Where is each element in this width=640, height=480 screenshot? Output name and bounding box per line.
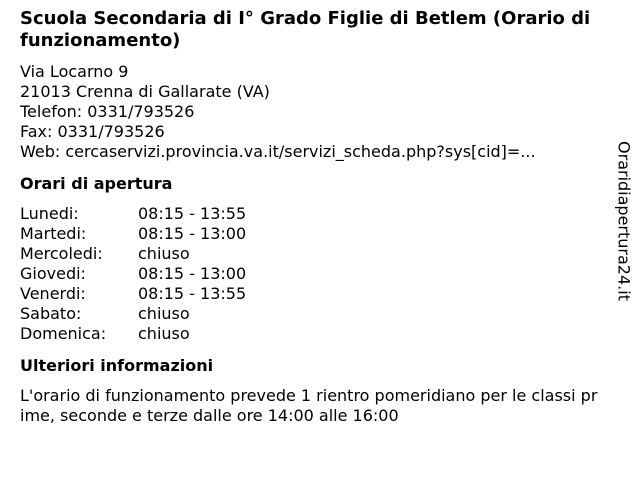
page-content: [20, 8, 610, 426]
hours-row-saturday: [20, 304, 246, 324]
day-label: Giovedi:: [20, 264, 86, 283]
page-title: Scuola Secondaria di I° Grado Figlie di Betlem (Orario di funzionamento): [20, 8, 591, 51]
fax-number: Fax: 0331/793526: [20, 122, 165, 141]
street-address: Via Locarno 9: [20, 62, 129, 81]
web-address: Web: cercaservizi.provincia.va.it/servizi_scheda.php?sys[cid]=...: [20, 142, 536, 161]
city-address: 21013 Crenna di Gallarate (VA): [20, 82, 270, 101]
day-label: Mercoledi:: [20, 244, 103, 263]
opening-hours-table: [20, 204, 246, 344]
hours-row-sunday: [20, 324, 246, 344]
address-block: [20, 62, 610, 162]
day-hours: chiuso: [138, 244, 190, 263]
watermark-text: Oraridiapertura24.it: [614, 141, 634, 301]
day-hours: 08:15 - 13:55: [138, 204, 247, 223]
hours-row-wednesday: [20, 244, 246, 264]
info-heading: Ulteriori informazioni: [20, 356, 214, 375]
phone-number: Telefon: 0331/793526: [20, 102, 195, 121]
day-label: Martedi:: [20, 224, 87, 243]
info-text: L'orario di funzionamento prevede 1 rientro pomeridiano per le classi prime, seconde e terze dalle ore 14:00 alle 16:00: [20, 386, 598, 425]
day-hours: chiuso: [138, 304, 190, 323]
hours-row-tuesday: [20, 224, 246, 244]
day-hours: 08:15 - 13:00: [138, 224, 247, 243]
day-hours: 08:15 - 13:00: [138, 264, 247, 283]
hours-heading: Orari di apertura: [20, 174, 173, 193]
hours-row-monday: [20, 204, 246, 224]
site-watermark: [611, 136, 637, 306]
day-label: Domenica:: [20, 324, 107, 343]
day-hours: 08:15 - 13:55: [138, 284, 247, 303]
day-label: Lunedi:: [20, 204, 79, 223]
day-label: Venerdi:: [20, 284, 86, 303]
day-hours: chiuso: [138, 324, 190, 343]
hours-row-friday: [20, 284, 246, 304]
hours-row-thursday: [20, 264, 246, 284]
day-label: Sabato:: [20, 304, 82, 323]
